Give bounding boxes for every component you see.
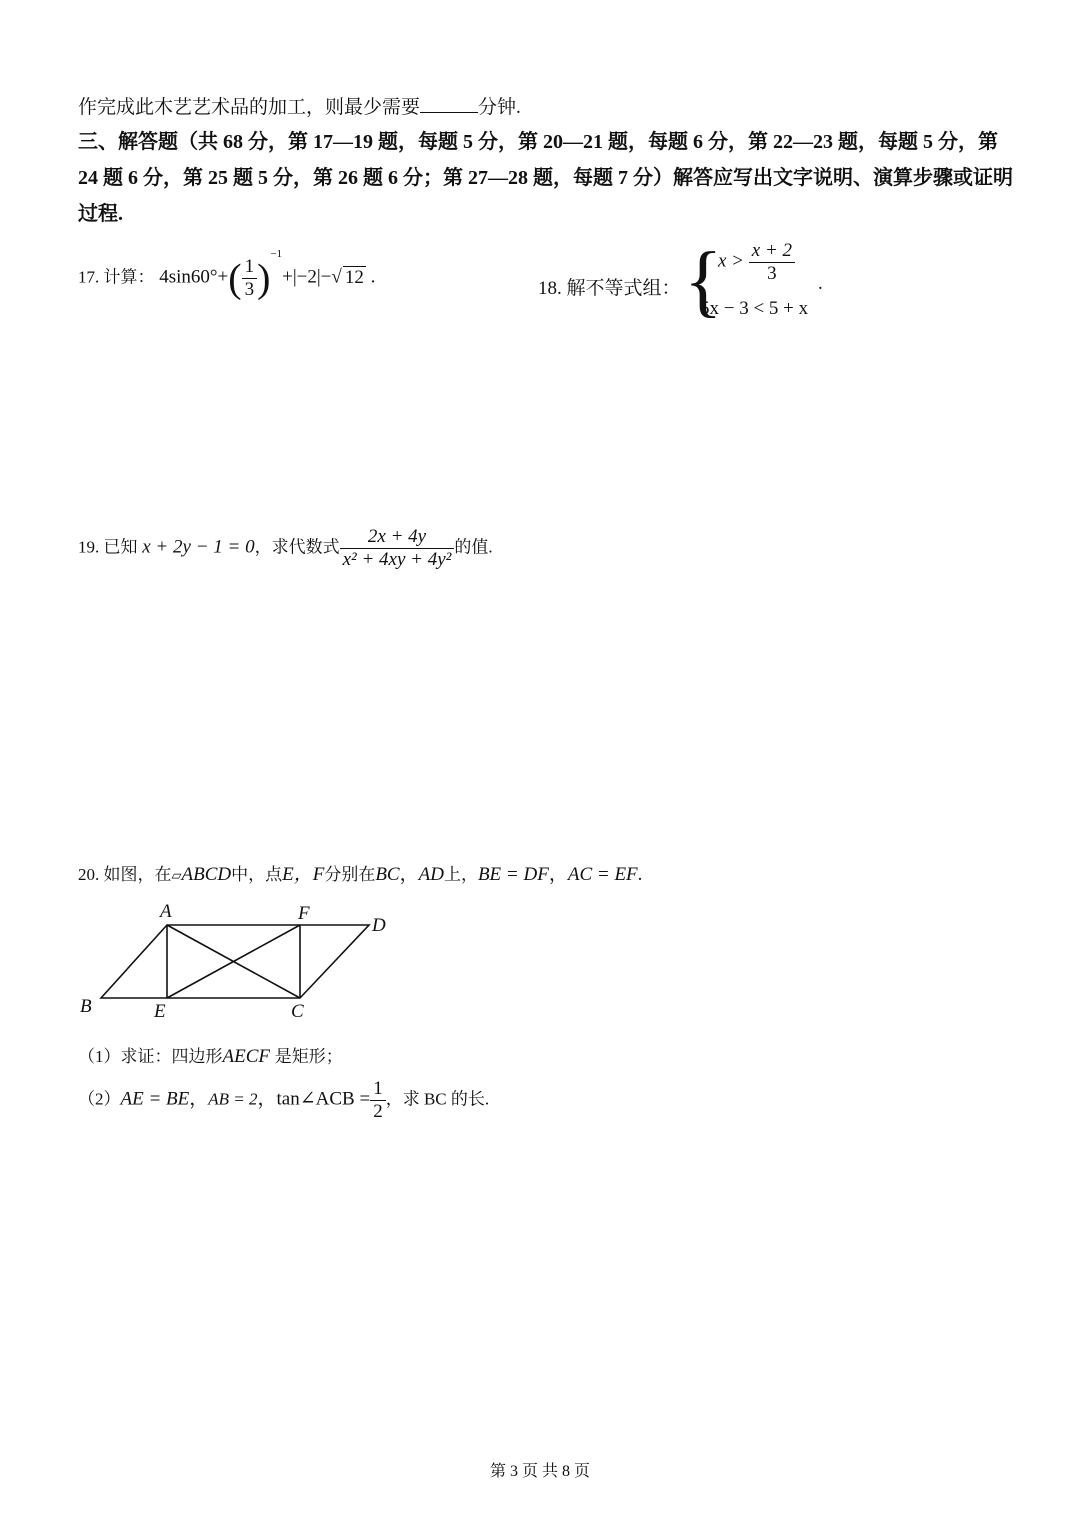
- answer-blank: [420, 94, 478, 113]
- parallelogram-figure: [70, 895, 410, 1030]
- page-footer: 第 3 页 共 8 页: [489, 1463, 590, 1480]
- label-f: F: [298, 903, 310, 924]
- inequality-1: x > $\frac{x + 2}{3}$: [718, 240, 795, 285]
- inequality-2: 5x − 3 < 5 + x: [700, 298, 809, 319]
- continued-question-line: 作完成此木艺艺术品的加工，则最少需要 分钟.: [78, 92, 521, 119]
- question-20-part-1: （1）求证：四边形AECF 是矩形；: [78, 1046, 343, 1067]
- question-20: 20. 如图，在▱ABCD中，点E，F分别在BC，AD上，BE = DF，AC = EF.: [78, 864, 643, 885]
- label-a: A: [160, 901, 172, 922]
- question-17: 17. 计算： 4sin60°+( $\frac{1}{3}$ )$^{-1}$+|−2|−√ 12 .: [78, 248, 376, 301]
- parallelogram-symbol: ▱: [171, 867, 182, 883]
- label-d: D: [372, 915, 386, 936]
- label-c: C: [291, 1001, 304, 1022]
- section3-heading: 三、解答题（共 68 分，第 17—19 题，每题 5 分，第 20—21 题，每题 6 分，第 22—23 题，每题 5 分，第 24 题 6 分，第 25 题 5 分，第 26 题 6 分；第 27—28 题，每题 7 分）解答应写出文字说明、演算步骤或证明过程.: [78, 131, 1013, 225]
- question-19: 19. 已知 x + 2y − 1 = 0，求代数式 $\frac{2x + 4y}{\text{x² + 4xy + 4y²}}$ 的值.: [78, 526, 493, 570]
- label-b: B: [80, 996, 92, 1017]
- label-e: E: [154, 1001, 166, 1022]
- question-20-part-2: （2）AE = BE，AB = 2，tan∠ACB = $\frac{1}{2}$ ，求 BC 的长.: [78, 1078, 490, 1122]
- question-18-label: 18. 解不等式组：: [538, 278, 681, 299]
- left-brace: {: [684, 237, 723, 325]
